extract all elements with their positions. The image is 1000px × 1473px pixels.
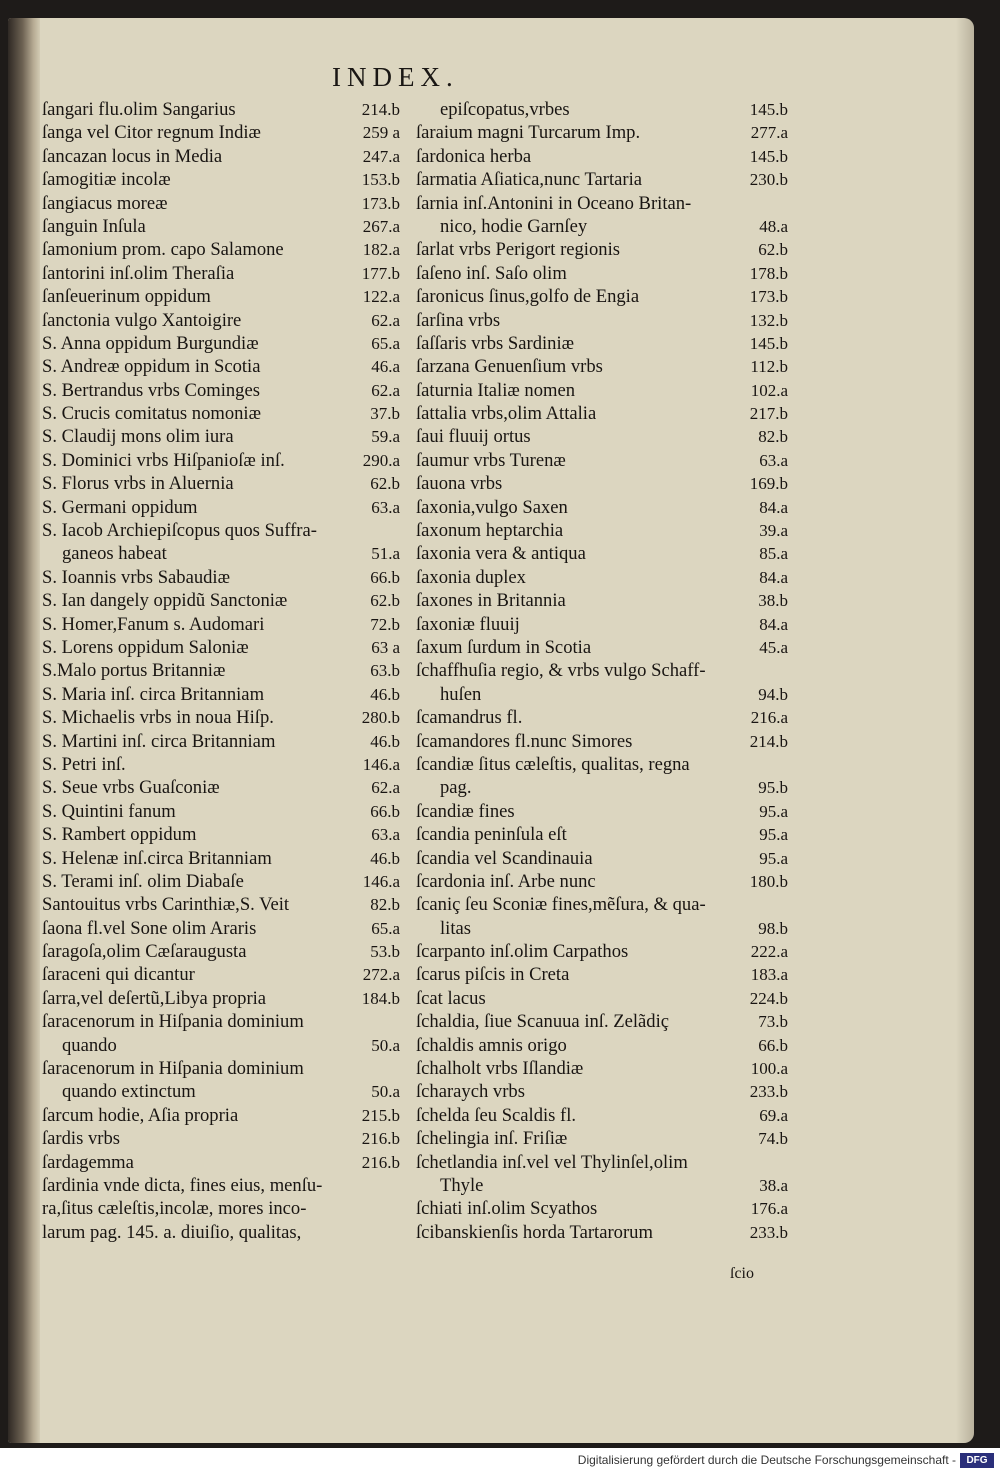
entry-term: Santouitus vrbs Carinthiæ,S. Veit (42, 894, 290, 916)
entry-term: S. Crucis comitatus nomoniæ (42, 403, 261, 425)
index-entry (416, 706, 788, 729)
entry-page-ref: 95.a (759, 801, 788, 821)
entry-term: S. Germani oppidum (42, 496, 198, 518)
entry-page-ref: 62.b (370, 591, 400, 611)
entry-page-ref: 65.a (371, 333, 400, 353)
entry-term: ſaraceni qui dicantur (42, 964, 195, 986)
index-entry (416, 613, 788, 636)
index-entry (416, 215, 788, 238)
index-entry (42, 542, 400, 565)
index-entry (42, 98, 400, 121)
entry-term: ſarcum hodie, Aſia propria (42, 1104, 239, 1126)
entry-page-ref: 62.a (371, 310, 400, 330)
index-column-right (416, 98, 788, 1244)
index-entry (416, 893, 788, 916)
entry-page-ref: 69.a (759, 1105, 788, 1125)
index-entry (42, 355, 400, 378)
index-column-left (42, 98, 400, 1244)
entry-page-ref: 178.b (749, 263, 788, 283)
index-entry (416, 1221, 788, 1244)
entry-term: ſantorini inſ.olim Theraſia (42, 262, 235, 284)
entry-page-ref: 62.a (371, 778, 400, 798)
entry-page-ref: 46.b (370, 848, 400, 868)
entry-page-ref: 95.b (758, 778, 788, 798)
entry-term: ſanguin Inſula (42, 215, 146, 237)
index-entry (42, 870, 400, 893)
entry-term: ſarſina vrbs (416, 309, 501, 331)
entry-page-ref: 46.a (371, 357, 400, 377)
index-entry (416, 870, 788, 893)
entry-term: ſcat lacus (416, 987, 486, 1009)
entry-term: ſaxonia,vulgo Saxen (416, 496, 568, 518)
entry-term: ſcamandrus fl. (416, 707, 523, 729)
entry-page-ref: 215.b (361, 1105, 400, 1125)
index-entry (42, 238, 400, 261)
entry-page-ref: 46.b (370, 684, 400, 704)
entry-page-ref: 100.a (750, 1059, 788, 1079)
entry-page-ref: 84.a (759, 497, 788, 517)
entry-page-ref: 146.a (362, 871, 400, 891)
entry-page-ref: 180.b (749, 871, 788, 891)
entry-term: ſaracenorum in Hiſpania dominium (42, 1011, 304, 1033)
entry-term: ſaona fl.vel Sone olim Araris (42, 917, 257, 939)
entry-term: S. Lorens oppidum Saloniæ (42, 636, 249, 658)
entry-term: S.Malo portus Britanniæ (42, 660, 226, 682)
entry-term: ſcandia peninſula eſt (416, 824, 567, 846)
index-entry (42, 496, 400, 519)
entry-term: ſamonium prom. capo Salamone (42, 239, 284, 261)
entry-page-ref: 169.b (749, 474, 788, 494)
entry-page-ref: 45.a (759, 637, 788, 657)
index-entry (42, 192, 400, 215)
entry-term: ſcandiæ ſitus cæleſtis, qualitas, regna (416, 753, 690, 775)
entry-page-ref: 82.b (370, 895, 400, 915)
index-entry (42, 940, 400, 963)
entry-term: ſaxonum heptarchia (416, 520, 564, 542)
entry-page-ref: 112.b (750, 357, 788, 377)
index-entry (42, 823, 400, 846)
entry-term: S. Michaelis vrbs in noua Hiſp. (42, 707, 274, 729)
index-entry (42, 379, 400, 402)
entry-term: ſardis vrbs (42, 1128, 120, 1150)
entry-page-ref: 63.a (371, 497, 400, 517)
entry-term: ſaxum ſurdum in Scotia (416, 636, 592, 658)
index-entry (42, 917, 400, 940)
index-entry (416, 753, 788, 776)
index-entry (42, 332, 400, 355)
entry-term: pag. (440, 777, 472, 799)
entry-page-ref: 247.a (362, 146, 400, 166)
dfg-logo: DFG (960, 1453, 994, 1468)
entry-term: S. Iacob Archiepiſcopus quos Suffra- (42, 520, 317, 542)
entry-term: Thyle (440, 1174, 484, 1196)
index-entry (42, 472, 400, 495)
index-entry (416, 285, 788, 308)
entry-term: ſcibanskienſis horda Tartarorum (416, 1221, 653, 1243)
entry-page-ref: 233.b (749, 1222, 788, 1242)
entry-page-ref: 48.a (759, 216, 788, 236)
entry-page-ref: 66.b (758, 1035, 788, 1055)
entry-page-ref: 95.a (759, 848, 788, 868)
entry-page-ref: 146.a (362, 754, 400, 774)
index-entry (42, 215, 400, 238)
index-entry (42, 168, 400, 191)
index-entry (416, 730, 788, 753)
entry-term: S. Quintini fanum (42, 800, 176, 822)
entry-page-ref: 224.b (749, 988, 788, 1008)
entry-term: S. Maria inſ. circa Britanniam (42, 683, 265, 705)
footer-credit: Digitalisierung gefördert durch die Deutsche Forschungsgemeinschaft - (577, 1453, 956, 1467)
entry-term: ſaracenorum in Hiſpania dominium (42, 1058, 304, 1080)
entry-term: S. Martini inſ. circa Britanniam (42, 730, 276, 752)
index-entry (416, 168, 788, 191)
entry-page-ref: 230.b (749, 170, 788, 190)
book-page (8, 18, 974, 1443)
index-entry (416, 776, 788, 799)
index-entry (416, 402, 788, 425)
index-entry (42, 1010, 400, 1033)
entry-page-ref: 145.b (749, 100, 788, 119)
entry-page-ref: 50.a (371, 1082, 400, 1102)
entry-page-ref: 280.b (361, 708, 400, 728)
index-entry (416, 98, 788, 121)
index-entry (42, 1080, 400, 1103)
entry-term: ſaxones in Britannia (416, 590, 566, 612)
entry-page-ref: 183.a (750, 965, 788, 985)
entry-page-ref: 216.b (361, 1129, 400, 1149)
entry-term: ſcandia vel Scandinauia (416, 847, 593, 869)
index-entry (42, 776, 400, 799)
entry-page-ref: 84.a (759, 567, 788, 587)
index-entry (42, 636, 400, 659)
entry-term: ſchelda ſeu Scaldis fl. (416, 1104, 577, 1126)
index-entry (416, 659, 788, 682)
entry-page-ref: 84.a (759, 614, 788, 634)
index-entry (416, 121, 788, 144)
index-entry (416, 496, 788, 519)
entry-term: ſcamandores fl.nunc Simores (416, 730, 633, 752)
entry-page-ref: 95.a (759, 825, 788, 845)
entry-term: ſchaffhuſia regio, & vrbs vulgo Schaff- (416, 660, 706, 682)
entry-term: S. Helenæ inſ.circa Britanniam (42, 847, 272, 869)
entry-term: S. Andreæ oppidum in Scotia (42, 356, 261, 378)
running-header: INDEX. (332, 62, 459, 92)
entry-term: ſardinia vnde dicta, fines eius, menſu- (42, 1174, 323, 1196)
entry-page-ref: 46.b (370, 731, 400, 751)
index-entry (42, 683, 400, 706)
entry-page-ref: 53.b (370, 942, 400, 962)
entry-term: litas (440, 917, 471, 939)
entry-page-ref: 63 a (371, 637, 400, 657)
entry-term: ſattalia vrbs,olim Attalia (416, 403, 597, 425)
index-entry (416, 1034, 788, 1057)
index-entry (42, 613, 400, 636)
entry-page-ref: 85.a (759, 544, 788, 564)
entry-page-ref: 38.a (759, 1175, 788, 1195)
entry-term: ſangari flu.olim Sangarius (42, 99, 236, 120)
entry-term: huſen (440, 683, 482, 705)
entry-term: ſchelingia inſ. Friſiæ (416, 1128, 568, 1150)
entry-term: ſaturnia Italiæ nomen (416, 379, 576, 401)
entry-page-ref: 59.a (371, 427, 400, 447)
entry-term: ſchalholt vrbs Iſlandiæ (416, 1058, 584, 1080)
index-entry (42, 659, 400, 682)
entry-term: ſanctonia vulgo Xantoigire (42, 309, 242, 331)
index-entry (42, 1127, 400, 1150)
entry-page-ref: 66.b (370, 801, 400, 821)
page-gutter (8, 18, 40, 1443)
entry-page-ref: 62.b (370, 474, 400, 494)
entry-term: S. Claudij mons olim iura (42, 426, 234, 448)
entry-page-ref: 177.b (361, 263, 400, 283)
index-entry (416, 332, 788, 355)
index-entry (416, 449, 788, 472)
entry-term: ſaxonia vera & antiqua (416, 543, 586, 565)
entry-page-ref: 153.b (361, 170, 400, 190)
index-entry (416, 1057, 788, 1080)
entry-term: S. Ian dangely oppidũ Sanctoniæ (42, 590, 288, 612)
entry-page-ref: 98.b (758, 918, 788, 938)
index-entry (42, 589, 400, 612)
entry-term: ſauona vrbs (416, 473, 503, 495)
index-entry (42, 1174, 400, 1197)
index-entry (42, 145, 400, 168)
entry-page-ref: 73.b (758, 1012, 788, 1032)
index-entry (416, 800, 788, 823)
entry-term: ganeos habeat (62, 543, 167, 565)
index-entry (416, 355, 788, 378)
entry-term: ſchetlandia inſ.vel vel Thylinſel,olim (416, 1151, 688, 1173)
entry-term: ſarmatia Aſiatica,nunc Tartaria (416, 169, 643, 191)
entry-term: ſarzana Genuenſium vrbs (416, 356, 603, 378)
entry-page-ref: 72.b (370, 614, 400, 634)
index-entry (42, 987, 400, 1010)
index-entry (416, 262, 788, 285)
index-entry (42, 519, 400, 542)
entry-page-ref: 217.b (749, 404, 788, 424)
entry-term: ſcharaych vrbs (416, 1081, 525, 1103)
entry-page-ref: 82.b (758, 427, 788, 447)
entry-term: ſancazan locus in Media (42, 145, 223, 167)
entry-term: ſaumur vrbs Turenæ (416, 449, 566, 471)
entry-page-ref: 145.b (749, 333, 788, 353)
index-entry (416, 1197, 788, 1220)
entry-term: ſamogitiæ incolæ (42, 169, 171, 191)
entry-term: S. Anna oppidum Burgundiæ (42, 332, 259, 354)
entry-term: ſchiati inſ.olim Scyathos (416, 1198, 598, 1220)
entry-page-ref: 259 a (362, 123, 400, 143)
entry-page-ref: 39.a (759, 521, 788, 541)
catchword: ſcio (730, 1265, 754, 1282)
entry-term: ſaui fluuij ortus (416, 426, 531, 448)
entry-term: ra,ſitus cæleſtis,incolæ, mores inco- (42, 1198, 307, 1220)
entry-term: S. Petri inſ. (42, 753, 126, 775)
entry-term: ſaronicus ſinus,golfo de Engia (416, 286, 640, 308)
entry-term: S. Florus vrbs in Aluernia (42, 473, 234, 495)
entry-page-ref: 214.b (749, 731, 788, 751)
index-entry (416, 1174, 788, 1197)
index-entry (42, 1104, 400, 1127)
entry-page-ref: 145.b (749, 146, 788, 166)
entry-term: ſaxonia duplex (416, 566, 526, 588)
entry-term: ſcarus piſcis in Creta (416, 964, 570, 986)
entry-page-ref: 173.b (749, 287, 788, 307)
index-entry (416, 519, 788, 542)
index-entry (416, 309, 788, 332)
entry-page-ref: 62.a (371, 380, 400, 400)
entry-page-ref: 173.b (361, 193, 400, 213)
entry-page-ref: 214.b (361, 100, 400, 119)
index-entry (416, 1080, 788, 1103)
index-entry (416, 847, 788, 870)
entry-term: ſangiacus moreæ (42, 192, 168, 214)
index-entry (416, 566, 788, 589)
entry-term: ſaſſaris vrbs Sardiniæ (416, 332, 575, 354)
index-entry (416, 145, 788, 168)
entry-page-ref: 51.a (371, 544, 400, 564)
index-entry (416, 636, 788, 659)
entry-term: ſaxoniæ fluuij (416, 613, 520, 635)
index-entry (42, 1057, 400, 1080)
index-entry (42, 121, 400, 144)
index-entry (416, 1010, 788, 1033)
index-entry (42, 285, 400, 308)
index-entry (42, 1151, 400, 1174)
entry-term: ſchaldis amnis origo (416, 1034, 567, 1056)
entry-term: S. Dominici vrbs Hiſpanioſæ inſ. (42, 449, 285, 471)
index-entry (42, 566, 400, 589)
digitization-footer (0, 1448, 1000, 1473)
index-entry (42, 449, 400, 472)
entry-page-ref: 272.a (362, 965, 400, 985)
entry-page-ref: 37.b (370, 404, 400, 424)
entry-page-ref: 222.a (750, 942, 788, 962)
entry-page-ref: 182.a (362, 240, 400, 260)
entry-term: ſaraium magni Turcarum Imp. (416, 122, 641, 144)
index-entry (416, 940, 788, 963)
entry-term: ſarlat vrbs Perigort regionis (416, 239, 620, 261)
index-entry (42, 730, 400, 753)
entry-page-ref: 62.b (758, 240, 788, 260)
entry-term: ſcandiæ fines (416, 800, 515, 822)
entry-term: ſcaniç ſeu Sconiæ fines,mẽſura, & qua- (416, 894, 706, 916)
entry-term: S. Terami inſ. olim Diabaſe (42, 870, 244, 892)
entry-page-ref: 277.a (750, 123, 788, 143)
index-entry (416, 1127, 788, 1150)
entry-term: ſarra,vel deſertũ,Libya propria (42, 987, 267, 1009)
index-entry (416, 683, 788, 706)
index-entry (416, 238, 788, 261)
index-entry (416, 1104, 788, 1127)
entry-page-ref: 50.a (371, 1035, 400, 1055)
index-entry (42, 706, 400, 729)
index-entry (42, 893, 400, 916)
index-entry (42, 425, 400, 448)
entry-term: ſcardonia inſ. Arbe nunc (416, 870, 596, 892)
entry-term: nico, hodie Garnſey (440, 215, 588, 237)
entry-term: S. Rambert oppidum (42, 824, 197, 846)
index-entry (416, 1151, 788, 1174)
entry-term: ſanga vel Citor regnum Indiæ (42, 122, 261, 144)
index-entry (42, 847, 400, 870)
entry-page-ref: 94.b (758, 684, 788, 704)
index-entry (416, 379, 788, 402)
entry-term: quando extinctum (62, 1081, 196, 1103)
index-entry (42, 402, 400, 425)
entry-term: ſchaldia, ſiue Scanuua inſ. Zelãdiç (416, 1011, 669, 1033)
entry-term: ſarnia inſ.Antonini in Oceano Britan- (416, 192, 692, 214)
entry-term: epiſcopatus,vrbes (440, 99, 570, 120)
index-entry (416, 542, 788, 565)
entry-page-ref: 290.a (362, 450, 400, 470)
entry-page-ref: 102.a (750, 380, 788, 400)
entry-term: S. Bertrandus vrbs Cominges (42, 379, 260, 401)
index-entry (416, 589, 788, 612)
entry-page-ref: 65.a (371, 918, 400, 938)
index-entry (416, 917, 788, 940)
entry-page-ref: 66.b (370, 567, 400, 587)
entry-page-ref: 233.b (749, 1082, 788, 1102)
index-entry (42, 1034, 400, 1057)
entry-term: ſardagemma (42, 1151, 134, 1173)
index-entry (416, 823, 788, 846)
entry-page-ref: 74.b (758, 1129, 788, 1149)
entry-page-ref: 38.b (758, 591, 788, 611)
index-entry (416, 472, 788, 495)
entry-term: ſanſeuerinum oppidum (42, 286, 211, 308)
entry-term: quando (62, 1034, 117, 1056)
entry-term: ſcarpanto inſ.olim Carpathos (416, 941, 629, 963)
index-entry (42, 262, 400, 285)
entry-term: larum pag. 145. a. diuiſio, qualitas, (42, 1221, 302, 1243)
entry-page-ref: 122.a (362, 287, 400, 307)
entry-page-ref: 63.b (370, 661, 400, 681)
index-entry (42, 309, 400, 332)
page-edge (956, 18, 974, 1443)
index-entry (42, 1221, 400, 1244)
index-entry (42, 753, 400, 776)
entry-page-ref: 216.b (361, 1152, 400, 1172)
entry-page-ref: 184.b (361, 988, 400, 1008)
entry-page-ref: 63.a (759, 450, 788, 470)
entry-page-ref: 132.b (749, 310, 788, 330)
entry-term: S. Seue vrbs Guaſconiæ (42, 777, 220, 799)
entry-page-ref: 63.a (371, 825, 400, 845)
entry-page-ref: 216.a (750, 708, 788, 728)
entry-page-ref: 176.a (750, 1199, 788, 1219)
entry-term: S. Ioannis vrbs Sabaudiæ (42, 566, 230, 588)
entry-term: ſaragoſa,olim Cæſaraugusta (42, 941, 247, 963)
index-entry (416, 963, 788, 986)
entry-term: ſardonica herba (416, 145, 532, 167)
index-entry (42, 1197, 400, 1220)
entry-term: ſaſeno inſ. Saſo olim (416, 262, 567, 284)
index-entry (42, 963, 400, 986)
index-entry (416, 987, 788, 1010)
index-entry (42, 800, 400, 823)
entry-page-ref: 267.a (362, 216, 400, 236)
index-entry (416, 192, 788, 215)
index-entry (416, 425, 788, 448)
entry-term: S. Homer,Fanum s. Audomari (42, 613, 265, 635)
